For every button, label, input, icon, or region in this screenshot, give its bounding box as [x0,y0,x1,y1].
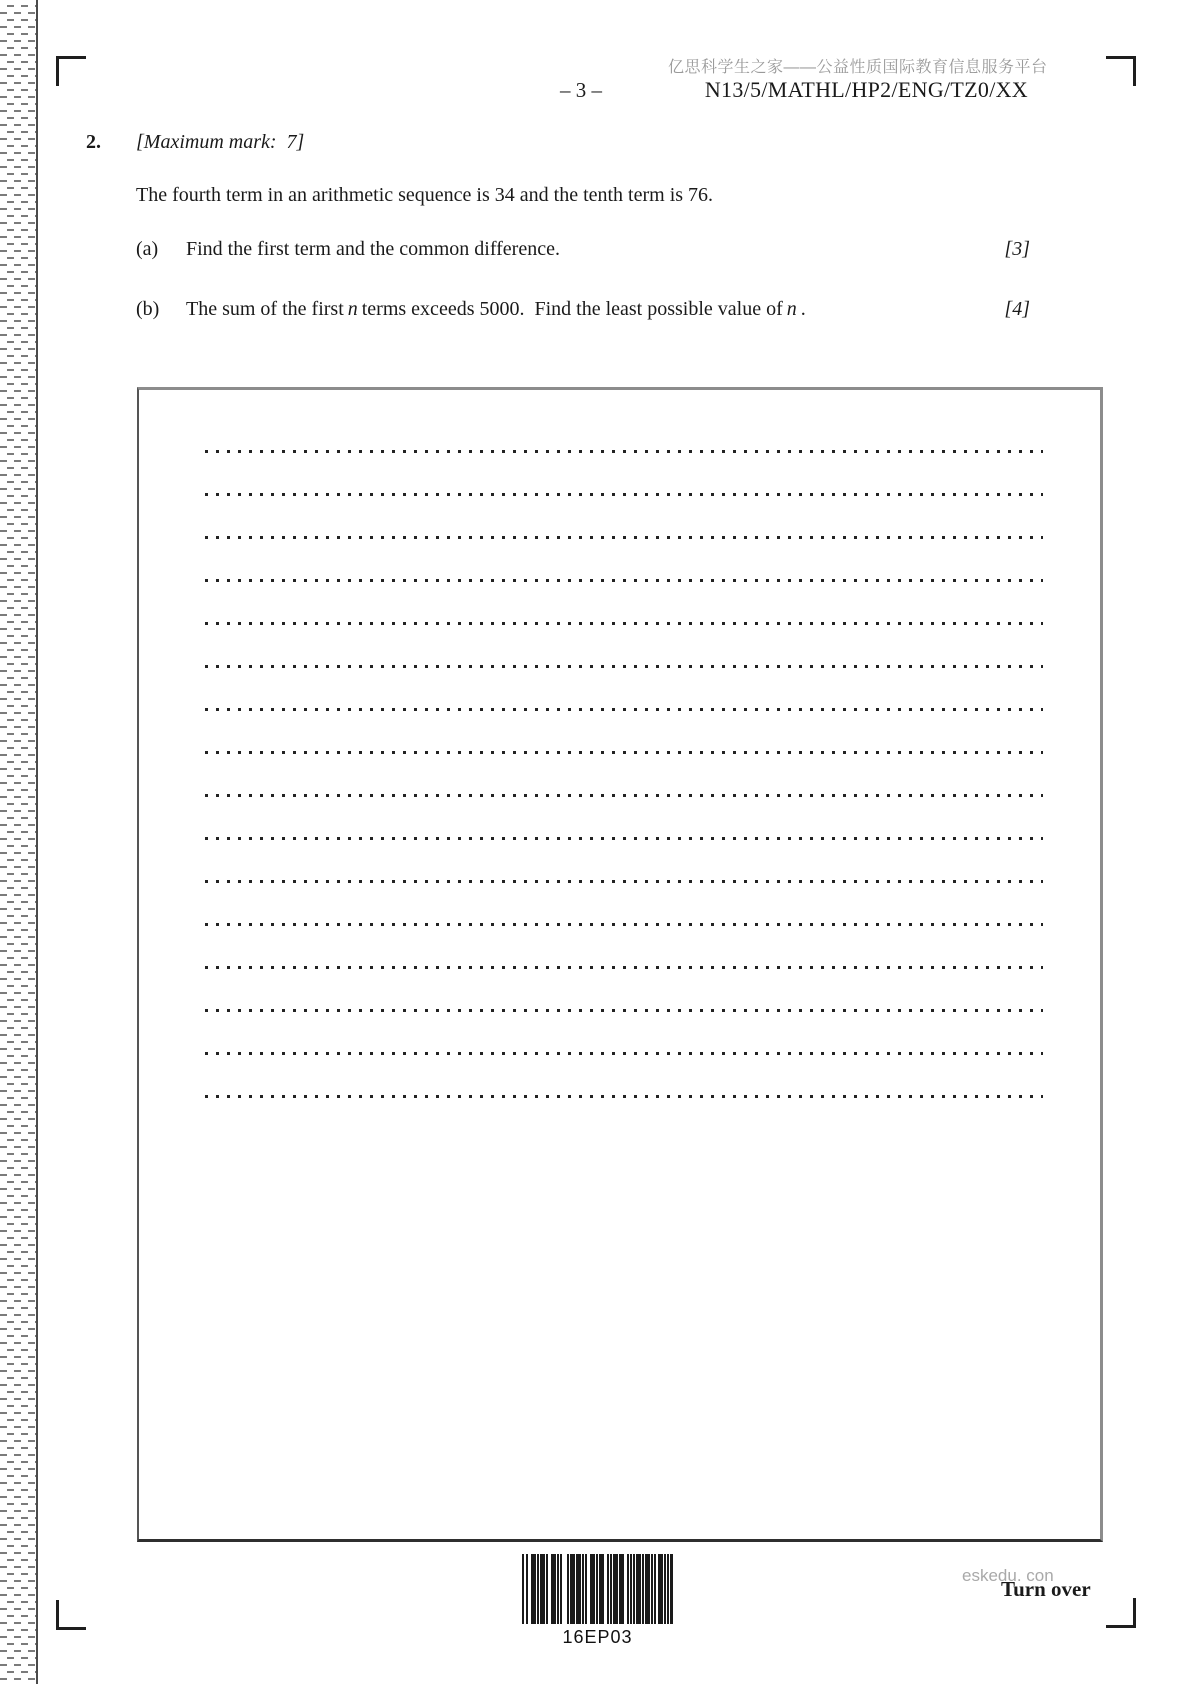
dotted-answer-line [205,837,1043,840]
question-intro: The fourth term in an arithmetic sequence is 34 and the tenth term is 76. [136,184,714,206]
barcode-bar [557,1554,559,1624]
dotted-answer-line [205,1052,1043,1055]
turn-over-label: Turn over [1001,1577,1091,1601]
dotted-answer-line [205,880,1043,883]
barcode-bar [610,1554,612,1624]
crop-mark-top-left [56,56,86,86]
part-a-marks: [3] [1004,238,1030,260]
answer-box [137,387,1103,1542]
barcode-bar [658,1554,663,1624]
barcode-bar [522,1554,524,1624]
dotted-answer-line [205,966,1043,969]
dotted-answer-line [205,665,1043,668]
barcode-bar [590,1554,595,1624]
barcode-bar [633,1554,635,1624]
barcode-bar [630,1554,632,1624]
barcode-bar [540,1554,545,1624]
part-b-text-middle: terms exceeds 5000. Find the least possible value of [361,298,783,320]
part-b-text-before: The sum of the first [186,298,344,320]
barcode-bar [651,1554,653,1624]
barcode-bar [613,1554,618,1624]
part-a-label: (a) [136,238,159,260]
dotted-answer-line [205,1009,1043,1012]
barcode-bar [670,1554,673,1624]
barcode-bar [654,1554,656,1624]
dotted-answer-line [205,708,1043,711]
part-b-text-after: . [800,298,806,320]
barcode-bar [546,1554,548,1624]
barcode-bar [531,1554,536,1624]
dotted-answer-line [205,493,1043,496]
dotted-answer-line [205,751,1043,754]
barcode-bar [599,1554,604,1624]
question-max-mark: [Maximum mark: 7] [136,131,305,153]
crop-mark-bottom-right [1106,1598,1136,1628]
part-b-variable-n-1: n [347,298,358,320]
barcode-bar [664,1554,666,1624]
barcode [522,1554,673,1624]
barcode-bar [585,1554,587,1624]
dotted-answer-line [205,1095,1043,1098]
barcode-bar [582,1554,584,1624]
dotted-answer-line [205,923,1043,926]
barcode-bar [596,1554,598,1624]
page-number: – 3 – [560,78,602,102]
footer-watermark: eskedu. con [962,1566,1054,1585]
barcode-bar [667,1554,669,1624]
barcode-bar [627,1554,629,1624]
barcode-bar [567,1554,569,1624]
part-b-variable-n-2: n [786,298,797,320]
part-b-text [186,298,806,321]
top-watermark: 亿思科学生之家——公益性质国际教育信息服务平台 [668,59,1048,76]
barcode-bar [607,1554,609,1624]
question-number: 2. [86,131,101,153]
barcode-bar [645,1554,650,1624]
binding-edge-texture [0,0,38,1684]
crop-mark-bottom-left [56,1600,86,1630]
part-a-text: Find the first term and the common difference. [186,238,560,260]
dotted-answer-line [205,622,1043,625]
barcode-bar [642,1554,644,1624]
part-b-marks: [4] [1004,298,1030,320]
part-b-label: (b) [136,298,160,320]
barcode-label: 16EP03 [562,1627,633,1647]
barcode-bar [537,1554,539,1624]
dotted-answer-line [205,579,1043,582]
barcode-bar [636,1554,641,1624]
dotted-answer-line [205,536,1043,539]
barcode-bar [560,1554,562,1624]
paper-code: N13/5/MATHL/HP2/ENG/TZ0/XX [704,77,1028,102]
crop-mark-top-right [1106,56,1136,86]
dotted-answer-line [205,794,1043,797]
barcode-bar [570,1554,575,1624]
barcode-bar [526,1554,528,1624]
barcode-bar [551,1554,556,1624]
dotted-answer-line [205,450,1043,453]
barcode-bar [619,1554,624,1624]
barcode-bar [576,1554,581,1624]
